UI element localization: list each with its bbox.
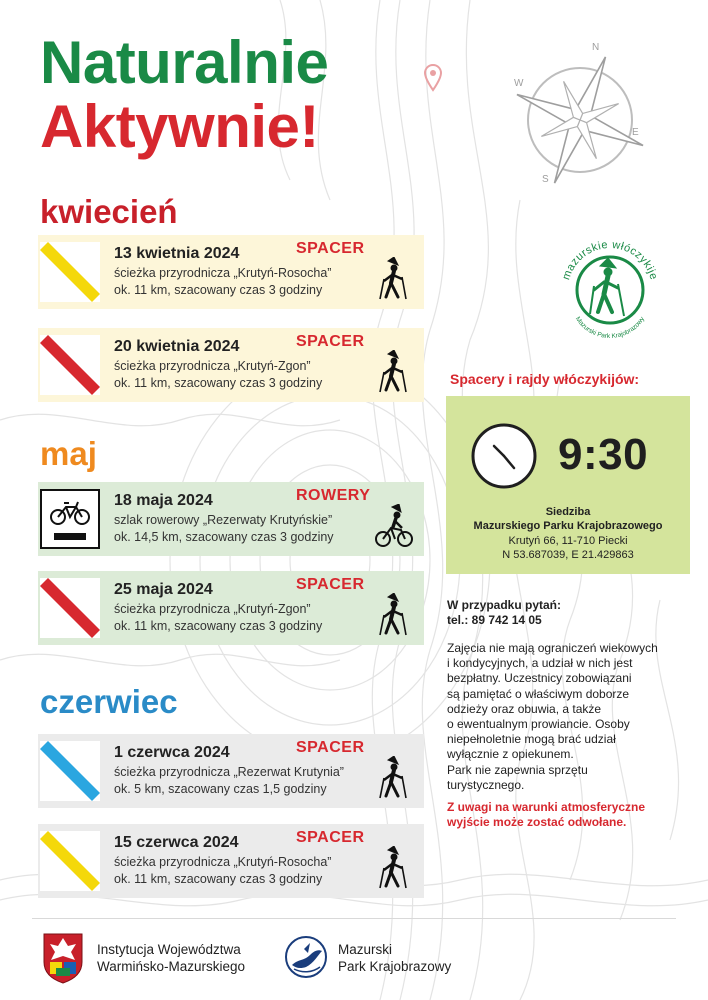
event-kind: SPACER	[296, 240, 365, 257]
info-line: wyłącznie z opiekunem.	[447, 747, 574, 762]
cyclist-icon	[374, 504, 414, 548]
bike-trail-sign	[40, 489, 100, 549]
trail-marker-yellow	[40, 242, 100, 302]
contact-label: W przypadku pytań:	[447, 598, 562, 612]
title-line-2: Aktywnie!	[40, 93, 319, 160]
event-card	[38, 824, 424, 898]
trail-marker-red	[40, 578, 100, 638]
info-line: są pamiętać o właściwym doborze	[447, 686, 630, 701]
svg-text:Mazurski Park Krajobrazowy	[574, 315, 647, 340]
venue-title: Siedziba	[545, 506, 591, 518]
event-date: 1 czerwca 2024	[114, 744, 230, 761]
compass-rose-icon	[500, 40, 660, 190]
event-route: szlak rowerowy „Rezerwaty Krutyńskie”	[114, 513, 333, 527]
info-line: turystycznego.	[447, 777, 525, 792]
event-distance: ok. 11 km, szacowany czas 3 godziny	[114, 376, 323, 390]
info-line: bezpłatny. Uczestnicy zobowiązani	[447, 671, 632, 686]
hiker-icon	[374, 350, 414, 394]
month-april: kwiecień	[40, 193, 178, 230]
start-time: 9:30	[558, 430, 649, 479]
month-may: maj	[40, 435, 97, 472]
event-date: 20 kwietnia 2024	[114, 338, 240, 355]
event-date: 18 maja 2024	[114, 492, 213, 509]
event-kind: SPACER	[296, 739, 365, 756]
event-kind: SPACER	[296, 576, 365, 593]
venue-coordinates: N 53.687039, E 21.429863	[502, 549, 634, 561]
event-kind: SPACER	[296, 829, 365, 846]
hiker-icon	[374, 846, 414, 890]
org2-line-1: Mazurski	[338, 942, 393, 957]
info-line: niepełnoletnie mogą brać udział	[447, 732, 616, 747]
weather-warning	[447, 800, 707, 830]
event-route: ścieżka przyrodnicza „Rezerwat Krutynia”	[114, 765, 344, 779]
time-box	[446, 396, 690, 574]
event-card	[38, 734, 424, 808]
title-line-1: Naturalnie	[40, 29, 329, 96]
trail-marker-blue	[40, 741, 100, 801]
schedule-heading: Spacery i rajdy włóczykijów:	[450, 371, 640, 387]
event-route: ścieżka przyrodnicza „Krutyń-Rosocha”	[114, 266, 332, 280]
info-line: o ewentualnym prowiancie. Osoby	[447, 717, 630, 732]
event-distance: ok. 5 km, szacowany czas 1,5 godziny	[114, 782, 327, 796]
logo-inner-text: Mazurski Park Krajobrazowy	[573, 315, 647, 341]
compass-e: E	[632, 127, 639, 138]
month-june: czerwiec	[40, 683, 178, 720]
info-line: odzieży oraz obuwia, a także	[447, 701, 602, 716]
event-route: ścieżka przyrodnicza „Krutyń-Rosocha”	[114, 855, 332, 869]
compass-s: S	[542, 174, 549, 185]
footer-divider	[32, 918, 676, 919]
hiker-icon	[374, 593, 414, 637]
wloczykije-logo	[548, 228, 672, 352]
org1-line-2: Warmińsko-Mazurskiego	[97, 959, 246, 974]
event-card	[38, 328, 424, 402]
warning-line: Z uwagi na warunki atmosferyczne	[447, 800, 646, 814]
info-line: Park nie zapewnia sprzętu	[447, 762, 588, 777]
info-line: Zajęcia nie mają ograniczeń wiekowych	[447, 641, 658, 655]
compass-n: N	[592, 42, 600, 53]
warning-line: wyjście może zostać odwołane.	[447, 815, 627, 830]
org1-line-1: Instytucja Województwa	[97, 942, 241, 957]
voivodeship-crest-icon	[42, 932, 84, 984]
hiker-icon	[374, 756, 414, 800]
event-kind: ROWERY	[296, 487, 371, 504]
event-date: 25 maja 2024	[114, 581, 213, 598]
venue-address: Krutyń 66, 11-710 Piecki	[508, 535, 628, 547]
event-distance: ok. 11 km, szacowany czas 3 godziny	[114, 283, 323, 297]
event-distance: ok. 11 km, szacowany czas 3 godziny	[114, 619, 323, 633]
logo-ring-text: mazurskie włóczykije	[560, 238, 660, 282]
compass-w: W	[514, 78, 524, 89]
event-kind: SPACER	[296, 333, 365, 350]
trail-marker-yellow	[40, 831, 100, 891]
event-card	[38, 235, 424, 309]
event-date: 13 kwietnia 2024	[114, 245, 240, 262]
event-card	[38, 571, 424, 645]
info-text	[447, 641, 707, 793]
event-route: ścieżka przyrodnicza „Krutyń-Zgon”	[114, 359, 311, 373]
event-distance: ok. 14,5 km, szacowany czas 3 godziny	[114, 530, 334, 544]
map-pin-icon	[424, 64, 442, 92]
venue-subtitle: Mazurskiego Parku Krajobrazowego	[473, 520, 663, 532]
organization-1-name	[97, 941, 245, 975]
event-route: ścieżka przyrodnicza „Krutyń-Zgon”	[114, 602, 311, 616]
trail-marker-red	[40, 335, 100, 395]
clock-icon	[470, 422, 538, 490]
event-card	[38, 482, 424, 556]
event-date: 15 czerwca 2024	[114, 834, 239, 851]
hiker-icon	[374, 257, 414, 301]
contact-phone: tel.: 89 742 14 05	[447, 613, 542, 627]
organization-2-name	[338, 941, 451, 975]
mazurski-park-logo-icon	[284, 935, 328, 979]
org2-line-2: Park Krajobrazowy	[338, 959, 452, 974]
event-distance: ok. 11 km, szacowany czas 3 godziny	[114, 872, 323, 886]
info-line: i kondycyjnych, a udział w nich jest	[447, 656, 633, 671]
